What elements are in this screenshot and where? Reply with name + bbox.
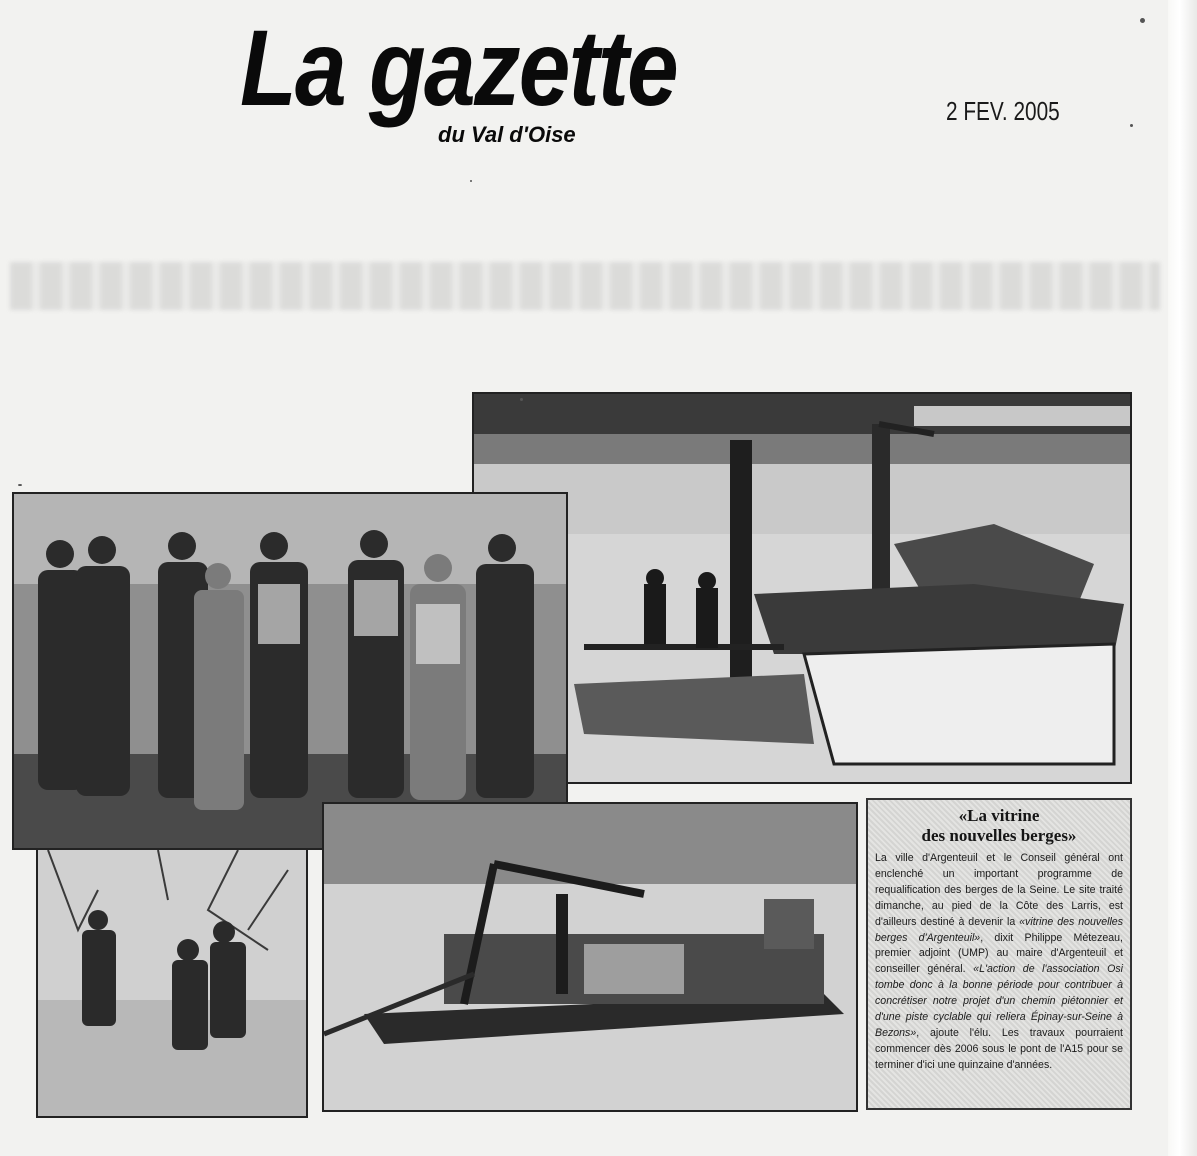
sidebar-body [875, 851, 1123, 1073]
photo-volunteer-group [12, 492, 568, 850]
scan-speck [1130, 124, 1133, 127]
boat-crane-illustration [474, 394, 1130, 782]
scan-speck [18, 484, 22, 486]
photo-boat-crane [472, 392, 1132, 784]
barge-illustration [324, 804, 856, 1110]
sidebar-headline-line2: des nouvelles berges» [921, 825, 1077, 845]
volunteer-group-illustration [14, 494, 566, 848]
sidebar-body-part1: La ville d'Argenteuil et le Conseil général ont enclenché un important programme de requalification des berges de la Seine. Le site traité dimanche, au pied de la Côte des Larris, est d'ailleurs destiné à devenir la [875, 852, 1123, 928]
show-through-headline [10, 262, 1160, 310]
sidebar-body-part3: , ajoute l'élu. Les travaux pourraient commencer dès 2006 sous le pont de l'A15 pour se terminer d'ici une quinzaine d'années. [875, 1026, 1123, 1071]
waders-illustration [38, 850, 306, 1116]
sidebar-headline-line1: «La vitrine [958, 806, 1040, 825]
masthead [240, 7, 780, 164]
photo-waders [36, 848, 308, 1118]
scan-speck [470, 180, 472, 182]
masthead-subtitle: du Val d'Oise [438, 122, 576, 147]
sidebar-body-quote2: «L'action de l'association Osi tombe donc à la bonne période pour contribuer à concrétiser notre projet d'un chemin piétonnier et d'une piste cyclable qui reliera Épinay-sur-Seine à Bezons» [875, 963, 1123, 1039]
scan-speck [1140, 18, 1145, 23]
sidebar-box [866, 798, 1132, 1110]
photo-barge [322, 802, 858, 1112]
page-edge [1168, 0, 1197, 1156]
masthead-title: La gazette [240, 7, 678, 128]
sidebar-body-quote1: «vitrine des nouvelles berges d'Argenteuil» [875, 915, 1123, 944]
sidebar-body-part2: , dixit Philippe Métezeau, premier adjoint (UMP) au maire d'Argenteuil et conseiller général. [875, 931, 1123, 976]
scan-speck [520, 398, 523, 401]
sidebar-headline [875, 806, 1123, 845]
date-stamp: 2 FEV. 2005 [946, 96, 1060, 126]
